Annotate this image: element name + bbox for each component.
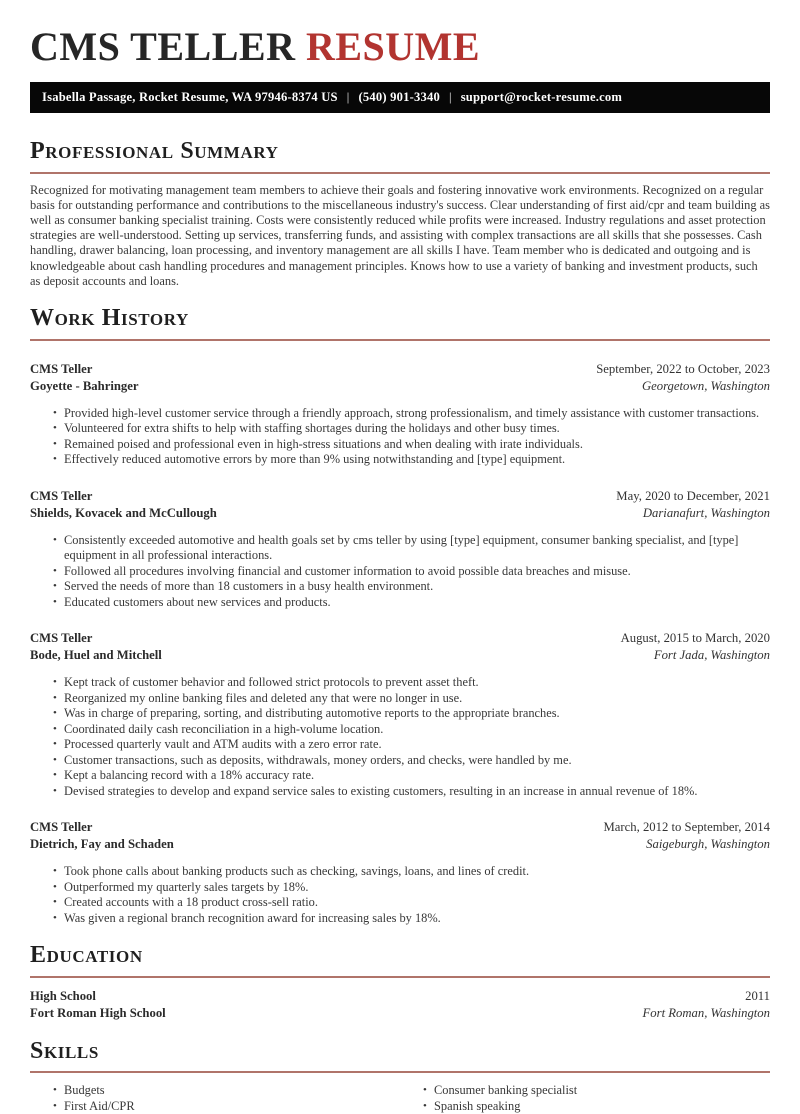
bullet-item: • Devised strategies to develop and expand service sales to existing customers, resulting in an increase in annual revenue of 18%. [53, 784, 770, 800]
job-bullet-list [30, 406, 770, 468]
job-title-row [30, 361, 770, 378]
contact-separator: | [448, 90, 452, 104]
summary-rule [30, 172, 770, 174]
job-company: Goyette - Bahringer [30, 378, 139, 393]
job-title-row [30, 488, 770, 505]
job-company: Shields, Kovacek and McCullough [30, 505, 217, 520]
job-location: Darianafurt, Washington [642, 505, 770, 520]
education-degree: High School [30, 988, 96, 1003]
bullet-item: • Took phone calls about banking products such as checking, savings, loans, and lines of credit. [53, 864, 770, 880]
job-dates: May, 2020 to December, 2021 [616, 488, 770, 503]
job-bullet-list [30, 675, 770, 799]
job-company-row [30, 647, 770, 664]
job-entry-3 [30, 630, 770, 799]
resume-title-accent: RESUME [305, 24, 481, 69]
job-dates: March, 2012 to September, 2014 [603, 820, 770, 835]
bullet-item: • Processed quarterly vault and ATM audits with a zero error rate. [53, 737, 770, 753]
contact-separator: | [346, 90, 350, 104]
job-location: Saigeburgh, Washington [646, 837, 770, 852]
section-skills [30, 1038, 770, 1114]
resume-title [30, 24, 770, 70]
bullet-item: • Coordinated daily cash reconciliation in a high-volume location. [53, 722, 770, 738]
job-dates: August, 2015 to March, 2020 [620, 631, 770, 646]
bullet-item: • Remained poised and professional even in high-stress situations and when dealing with irate individuals. [53, 437, 770, 453]
job-dates: September, 2022 to October, 2023 [596, 361, 770, 376]
job-location: Fort Jada, Washington [653, 648, 770, 663]
section-work-history [30, 305, 770, 926]
skill-item: • Spanish speaking [423, 1099, 770, 1114]
skills-columns [30, 1073, 770, 1114]
bullet-item: • Consistently exceeded automotive and health goals set by cms teller by using [type] equipment, consumer banking specialist, and [type] equipment in all professional interactions. [53, 533, 770, 564]
summary-text: Recognized for motivating management team members to achieve their goals and fostering innovative work environments. Recognized on a regular basis for outstanding performance and contributions to the miscellaneous industry's success. Clear understanding of first aid/cpr and team building as well as consumer banking specialist training. Costs were consistently reduced while profits were increased. Industry regulations and asset protection strategies are well-understood. Setting up services, transferring funds, and assisting with complex transactions are all skills that she possesses. Cash handling, drawer balancing, loan processing, and inventory management are all skills I have. Team member who is dedicated and outgoing and is knowledgeable about cash handling procedures and management principles. Knows how to use a variety of banking and investment products, such as deposit accounts and loans. [30, 182, 770, 288]
bullet-item: • Was in charge of preparing, sorting, and distributing automotive reports to the appropriate branches. [53, 706, 770, 722]
education-degree-row [30, 988, 770, 1005]
contact-bar [30, 82, 770, 113]
bullet-item: • Outperformed my quarterly sales targets by 18%. [53, 880, 770, 896]
job-entry-2 [30, 488, 770, 611]
education-heading: Education [30, 942, 143, 969]
skill-item: • First Aid/CPR [53, 1099, 400, 1114]
skills-column-right [400, 1083, 770, 1114]
contact-email: support@rocket-resume.com [460, 90, 623, 104]
job-company-row [30, 836, 770, 853]
job-title-row [30, 819, 770, 836]
job-title: CMS Teller [30, 488, 93, 503]
work-history-heading: Work History [30, 305, 189, 332]
job-title: CMS Teller [30, 631, 93, 646]
education-rule [30, 976, 770, 978]
job-company-row [30, 378, 770, 395]
job-title: CMS Teller [30, 820, 93, 835]
bullet-item: • Volunteered for extra shifts to help with staffing shortages during the holidays and other busy times. [53, 421, 770, 437]
bullet-item: • Provided high-level customer service through a friendly approach, strong professionalism, and timely assistance with customer transactions. [53, 406, 770, 422]
work-history-rule [30, 339, 770, 341]
job-title-row [30, 630, 770, 647]
bullet-item: • Customer transactions, such as deposits, withdrawals, money orders, and checks, were handled by me. [53, 753, 770, 769]
section-education [30, 942, 770, 1022]
bullet-item: • Reorganized my online banking files and deleted any that were no longer in use. [53, 691, 770, 707]
job-company-row [30, 505, 770, 522]
job-company: Bode, Huel and Mitchell [30, 648, 162, 663]
skills-heading: Skills [30, 1037, 99, 1064]
bullet-item: • Followed all procedures involving financial and customer information to avoid possible data breaches and misuse. [53, 564, 770, 580]
job-location: Georgetown, Washington [641, 378, 770, 393]
job-bullet-list [30, 864, 770, 926]
contact-phone: (540) 901-3340 [358, 90, 440, 104]
bullet-item: • Served the needs of more than 18 customers in a busy health environment. [53, 579, 770, 595]
contact-address: Isabella Passage, Rocket Resume, WA 97946-8374 US [42, 90, 338, 104]
education-location: Fort Roman, Washington [642, 1005, 770, 1020]
education-year: 2011 [745, 988, 770, 1003]
skills-column-left [30, 1083, 400, 1114]
bullet-item: • Created accounts with a 18 product cross-sell ratio. [53, 895, 770, 911]
job-entry-4 [30, 819, 770, 926]
section-professional-summary [30, 138, 770, 289]
bullet-item: • Effectively reduced automotive errors by more than 9% using notwithstanding and [type] equipment. [53, 452, 770, 468]
job-title: CMS Teller [30, 361, 93, 376]
education-school: Fort Roman High School [30, 1005, 166, 1020]
education-school-row [30, 1005, 770, 1022]
summary-heading: Professional Summary [30, 138, 279, 164]
job-entry-1 [30, 361, 770, 468]
skill-item: • Consumer banking specialist [423, 1083, 770, 1099]
job-company: Dietrich, Fay and Schaden [30, 837, 174, 852]
bullet-item: • Was given a regional branch recognition award for increasing sales by 18%. [53, 911, 770, 927]
bullet-item: • Educated customers about new services and products. [53, 595, 770, 611]
job-bullet-list [30, 533, 770, 611]
bullet-item: • Kept track of customer behavior and followed strict protocols to prevent asset theft. [53, 675, 770, 691]
skill-item: • Budgets [53, 1083, 400, 1099]
resume-title-main: CMS TELLER [30, 24, 296, 69]
bullet-item: • Kept a balancing record with a 18% accuracy rate. [53, 768, 770, 784]
education-entry [30, 988, 770, 1022]
